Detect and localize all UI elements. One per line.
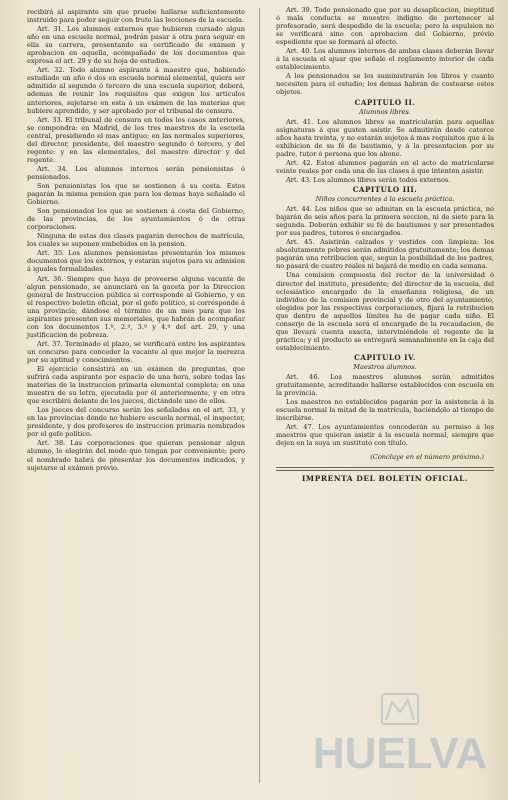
paragraph: Son pensionados los que se sostienen á costa del Gobierno, de las provincias, de los ayuntamientos ó de otras corporaciones. [27,207,245,232]
paragraph: Art. 33. El tribunal de censura en todos los casos anteriores, se compondrá: en Madrid, de los tres maestros de la escuela central, presidiendo el mas antiguo; en las normales superiores, del director, presidente, del maestro segundo ó tercero, y del regente: y en las elementales, del maestro director y del regente. [27,115,245,164]
watermark-text: HUELVA [312,729,488,778]
right-column [276,6,494,484]
paragraph: Art. 32. Todo alumno aspirante á maestro que, habiendo estudiado un año ó dos en escuela normal elemental, quiera ser admitido al segundo ó tercero de una escuela superior, deberá, ademas de reunir los requisitos que exigen los artículos anteriores, sujetarse en esta á un exámen de las materias que hubiere aprendido, y ser aprobado por el tribunal de censura. [27,66,245,115]
chapter-4-subtitle: Maestros alumnos. [353,362,417,371]
paragraph: Los maestros no establecidos pagarán por la asistencia á la escuela normal la mitad de la matrícula, haciéndolo al tiempo de inscribirse. [276,398,494,423]
chapter-2-subtitle: Alumnos libres. [358,107,412,116]
paragraph: Ninguna de estas dos clases pagarán derechos de matrícula, los cuales se suponen embebidos en la pension. [27,232,245,249]
paragraph: recibirá al aspirante sin que pruebe hallarse suficientemente instruido para poder seguir con fruto las lecciones de la escuela. [27,8,245,25]
rule-bottom [276,470,494,471]
paragraph: Art. 46. Los maestros alumnos serán admitidos gratuitamente, acreditando hallarse establecidos con escuela en la provincia. [276,373,494,398]
paragraph: Art. 34. Los alumnos internos serán pensionistas ó pensionados. [27,164,245,181]
chapter-2-title: CAPITULO II. [354,97,416,107]
left-column [27,8,245,473]
paragraph: Son pensionistas los que se sostienen á su costa. Estos pagarán la misma pension que para los demas haya señalado el Gobierno. [27,181,245,207]
paragraph: Art. 31. Los alumnos externos que hubieren cursado algun año en una escuela normal, podrán pasar á otra para seguir en ella su carrera, presentando su certificado de exámen y aprobacion en aquella, acompañado de los documentos que expresa el art. 29 y de su hoja de estudios. [27,25,245,66]
paragraph: Art. 39. Todo pensionado que por su desaplicacion, ineptitud ó mala conducta se muestre indigno de pertenecer al profesorado, será despedido de la escuela; pero la espulsion no se verificará sino con aprobacion del Gobierno, prévio espediente que se formará al efecto. [276,6,494,47]
chapter-3-subtitle: Niños concurrentes á la escuela práctica. [315,195,455,204]
paragraph: Art. 36. Siempre que haya de proveerse alguna vacante de algun pensionado, se anunciará en la gaceta por la Direccion general de Instruccion pública si corresponde al Gobierno, y en el respectivo boletin oficial, por el gefe político, si corresponde á una provincia; dándose el término de un mes para que los aspirantes presenten sus memoriales, que habrán de acompañar con los documentos 1.º, 2.º, 3.º y 4.º del art. 29, y una justificacion de pobreza. [27,274,245,339]
chapter-3-title: CAPITULO III. [352,184,418,194]
chapter-4-title: CAPITULO IV. [354,352,416,362]
paragraph: Art. 42. Estos alumnos pagarán en el acto de matricularse veinte reales por cada una de las clases á que intenten asistir. [276,158,494,175]
paragraph: El ejercicio consistirá en un exámen de preguntas, que sufrirá cada aspirante por espacio de una hora, sobre todas las materias de la instruccion primaria elemental completa; en una muestra de su letra, ejecutada por él anteriormente, y en otra que escribirá delante de los jueces, dictándole uno de ellos. [27,365,245,406]
column-divider [259,8,260,783]
paragraph: Art. 35. Los alumnos pensionistas presentarán los mismos documentos que los externos, y estarán sujetos para su admision á iguales formalidades. [27,249,245,274]
paragraph: Art. 40. Los alumnos internos de ambas clases deberán llevar á la escuela el ajuar que señale el reglamento interior de cada establecimiento. [276,47,494,72]
paragraph: Art. 47. Los ayuntamientos concederán su permiso á los maestros que quieran asistir á la escuela normal, siempre que dejen en la suya un sustituto con título. [276,423,494,448]
paragraph: Art. 44. Los niños que se admitan en la escuela práctica, no bajarán de seis años para la primera seccion, ni de siete para la segunda. Deberán exhibir su fé de bautismos y ser presentados por sus padres, tutores ó encargados. [276,205,494,238]
paragraph: Art. 43. Los alumnos libres serán todos externos. [286,175,451,184]
paragraph: Art. 45. Asistirán calzados y vestidos con limpieza: los absolutamente pobres serán admitidos gratuitamente; los demas pagarán una retribucion que, segun la posibilidad de los padres, no pasará de cuatro reales ni bajará de medio en cada semana. [276,238,494,271]
paragraph: Una comision compuesta del rector de la universidad ó director del instituto, presidente; del director de la escuela, del eclesiástico encargado de la enseñanza religiosa, de un individuo de la comision provincial y de otro del ayuntamiento, elegidos por las respectivas corporaciones, fijará la retribucion que dentro de aquellos límites ha de pagar cada niño. El conserje de la escuela será el encargado de la recaudacion, de que llevará cuenta exacta, interviniéndole el regente de la práctica; y el producto se entregará semanalmente en la caja del establecimiento. [276,271,494,352]
rule-top [276,467,494,468]
paragraph: Art. 38. Las corporaciones que quieran pensionar algun alumno, lo elegirán del modo que tengan por conveniente; pero el nombrado habrá de presentar los documentos indicados, y sujetarse al exámen prévio. [27,439,245,472]
paragraph: Los jueces del concurso serán los señalados en el art. 33, y en las provincias donde no hubiere escuela normal, el inspector, presidente, y dos profesores de instruccion primaria nombrados por el gefe político. [27,406,245,439]
closing-note: (Concluye en el número próximo.) [370,453,484,462]
paragraph: A los pensionados se les suministrarán los libros y cuanto necesiten para el estudio; los demas habrán de costearse estos objetos. [276,72,494,97]
imprint: IMPRENTA DEL BOLETIN OFICIAL. [301,474,469,484]
library-watermark-logo [300,690,500,800]
paragraph: Art. 37. Terminado el plazo, se verificará entre los aspirantes un concurso para conceder la vacante al que mejor la merezca por su aptitud y conocimientos. [27,339,245,364]
paragraph: Art. 41. Los alumnos libres se matricularán para aquellas asignaturas á que gusten asistir. Se admitirán desde catorce años hasta treinta, y no estarán sujetos á mas requisitos que á la exhibicion de su fé de bautismo, y á la presentacion por su padre, tutor ó persona que los abone. [276,117,494,158]
